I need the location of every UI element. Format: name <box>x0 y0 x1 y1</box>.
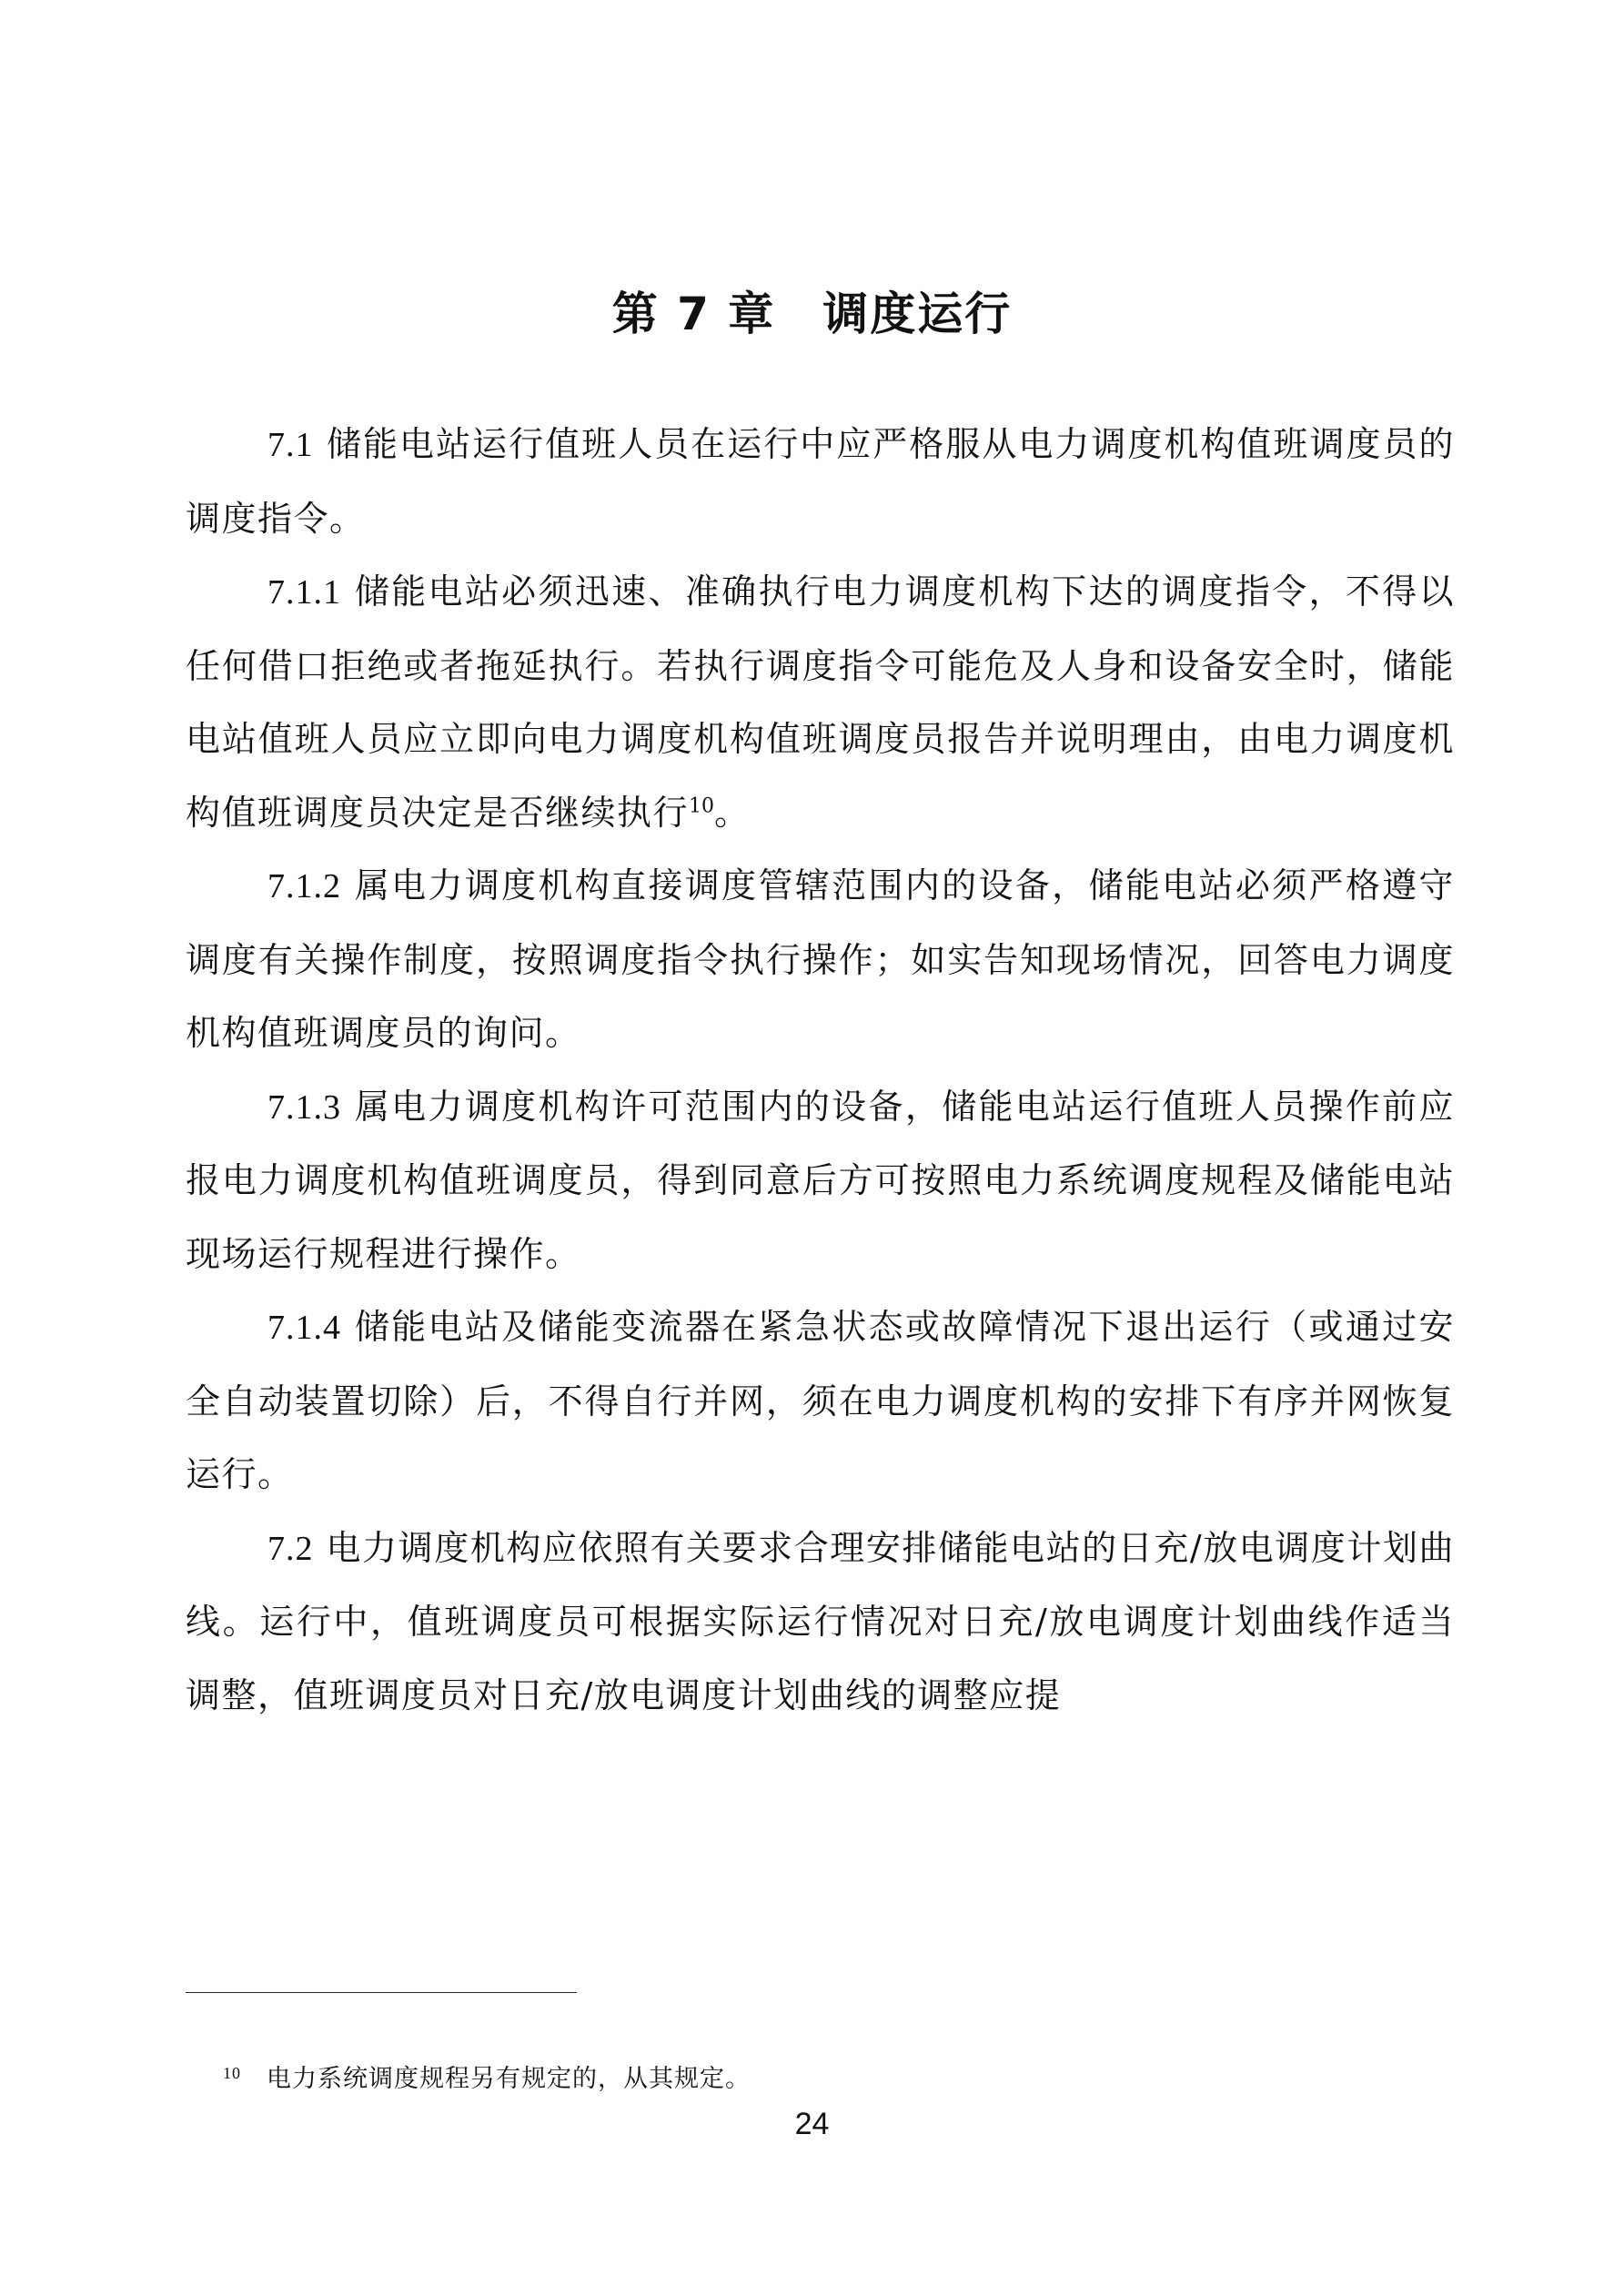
footnote-marker: 10 <box>223 2064 241 2082</box>
paragraph-text: 储能电站及储能变流器在紧急状态或故障情况下退出运行（或通过安全自动装置切除）后，不得自行并网，须在电力调度机构的安排下有序并网恢复运行。 <box>186 1307 1455 1494</box>
paragraph-7-2 <box>186 1512 1455 1733</box>
section-number: 7.1.2 <box>267 867 341 905</box>
paragraph-7-1-1 <box>186 555 1455 849</box>
section-number: 7.1 <box>267 426 314 464</box>
footnote <box>223 2058 751 2094</box>
paragraph-text: 属电力调度机构直接调度管辖范围内的设备，储能电站必须严格遵守调度有关操作制度，按照调度指令执行操作；如实告知现场情况，回答电力调度机构值班调度员的询问。 <box>186 865 1455 1053</box>
section-number: 7.2 <box>267 1529 314 1568</box>
body-text <box>186 408 1455 1732</box>
paragraph-7-1-3 <box>186 1070 1455 1291</box>
footnote-text: 电力系统调度规程另有规定的，从其规定。 <box>267 2065 751 2093</box>
section-number: 7.1.4 <box>267 1309 341 1347</box>
section-number: 7.1.1 <box>267 573 341 612</box>
page-number: 24 <box>794 2107 830 2141</box>
paragraph-text: 电力调度机构应依照有关要求合理安排储能电站的日充/放电调度计划曲线。运行中，值班调度员可根据实际运行情况对日充/放电调度计划曲线作适当调整，值班调度员对日充/放电调度计划曲线的调整应提 <box>186 1527 1455 1715</box>
paragraph-text-tail: 。 <box>714 792 751 833</box>
paragraph-7-1-2 <box>186 849 1455 1070</box>
paragraph-7-1-4 <box>186 1290 1455 1512</box>
footnote-reference[interactable]: 10 <box>689 794 715 817</box>
paragraph-text: 储能电站运行值班人员在运行中应严格服从电力调度机构值班调度员的调度指令。 <box>186 424 1455 539</box>
paragraph-text: 储能电站必须迅速、准确执行电力调度机构下达的调度指令，不得以任何借口拒绝或者拖延执行。若执行调度指令可能危及人身和设备安全时，储能电站值班人员应立即向电力调度机构值班调度员报告并说明理由，由电力调度机构值班调度员决定是否继续执行 <box>186 571 1455 833</box>
paragraph-7-1 <box>186 408 1455 555</box>
paragraph-text: 属电力调度机构许可范围内的设备，储能电站运行值班人员操作前应报电力调度机构值班调度员，得到同意后方可按照电力系统调度规程及储能电站现场运行规程进行操作。 <box>186 1086 1455 1274</box>
footnote-divider <box>186 1992 577 1993</box>
chapter-title: 第 7 章 调度运行 <box>611 288 1013 340</box>
section-number: 7.1.3 <box>267 1087 341 1127</box>
